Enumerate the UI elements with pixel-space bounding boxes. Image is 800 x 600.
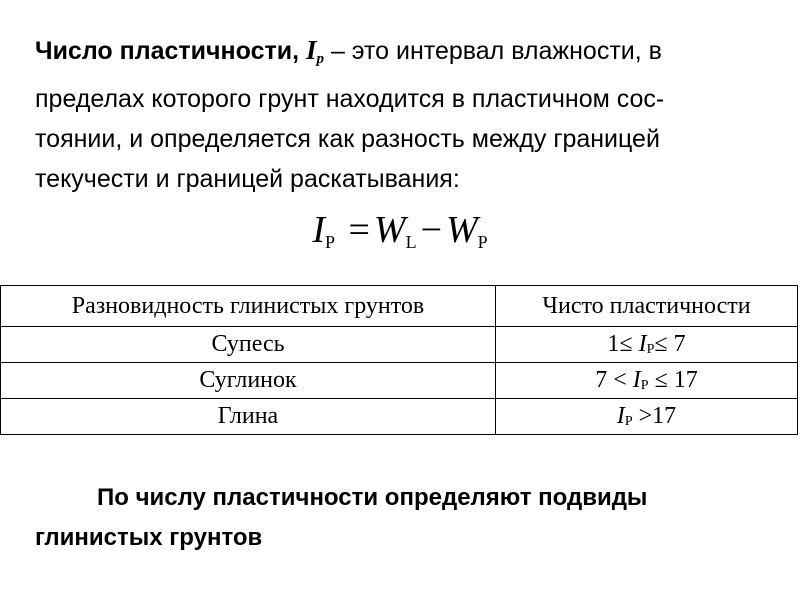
ip-letter: I <box>632 367 641 393</box>
plasticity-range-cell <box>496 363 798 399</box>
conclusion-line-1: По числу пластичности определяют подвиды <box>97 484 648 511</box>
range-prefix: 1≤ <box>607 331 639 357</box>
soil-name-cell: Суглинок <box>1 363 496 399</box>
conclusion-line-2: глинистых грунтов <box>35 524 263 551</box>
definition-line-2: пределах которого грунт находится в пластичном сос- <box>35 85 665 113</box>
formula-term2: W <box>446 209 478 251</box>
definition-line-4: текучести и границей раскатывания: <box>35 165 460 193</box>
formula-term2-sub: P <box>477 232 488 252</box>
definition-line-1-rest: – это интервал влажности, в <box>324 37 662 65</box>
definition-line-1 <box>35 30 775 79</box>
soil-classification-table <box>0 285 798 435</box>
range-prefix: 7 < <box>595 367 633 393</box>
formula-minus: − <box>420 209 443 251</box>
table-header-row <box>1 286 798 327</box>
soil-name-cell: Супесь <box>1 327 496 363</box>
range-suffix: ≤ 7 <box>654 331 686 357</box>
ip-letter: I <box>638 331 647 357</box>
ip-subscript: P <box>624 414 633 429</box>
formula-lhs-sub: P <box>324 232 335 252</box>
ip-symbol <box>617 403 633 429</box>
soil-name-cell: Глина <box>1 399 496 435</box>
table-row <box>1 399 798 435</box>
formula-equals: = <box>348 209 370 251</box>
plasticity-range-cell <box>496 399 798 435</box>
formula-term1-sub: L <box>405 232 417 252</box>
header-plasticity-index: Чисто пластичности <box>496 286 798 327</box>
ip-symbol <box>633 367 649 393</box>
plasticity-range-cell <box>496 327 798 363</box>
plasticity-formula <box>0 205 800 267</box>
ip-subscript: P <box>640 378 649 393</box>
range-suffix: ≤ 17 <box>648 367 698 393</box>
formula-term1: W <box>373 209 406 251</box>
definition-line-3: тоянии, и определяется как разность между границей <box>35 125 660 153</box>
term-label: Число пластичности, <box>35 37 300 65</box>
plasticity-symbol <box>306 35 324 65</box>
ip-symbol <box>639 331 655 357</box>
definition-paragraph <box>35 30 775 199</box>
header-soil-type: Разновидность глинистых грунтов <box>1 286 496 327</box>
ip-subscript: P <box>646 342 655 357</box>
plasticity-symbol-subscript: p <box>316 51 324 67</box>
table-row <box>1 363 798 399</box>
formula-lhs: I <box>312 209 325 251</box>
range-suffix: >17 <box>632 403 677 429</box>
conclusion-paragraph <box>35 478 775 558</box>
plasticity-symbol-letter: I <box>305 35 317 65</box>
ip-letter: I <box>616 403 625 429</box>
table-row <box>1 327 798 363</box>
